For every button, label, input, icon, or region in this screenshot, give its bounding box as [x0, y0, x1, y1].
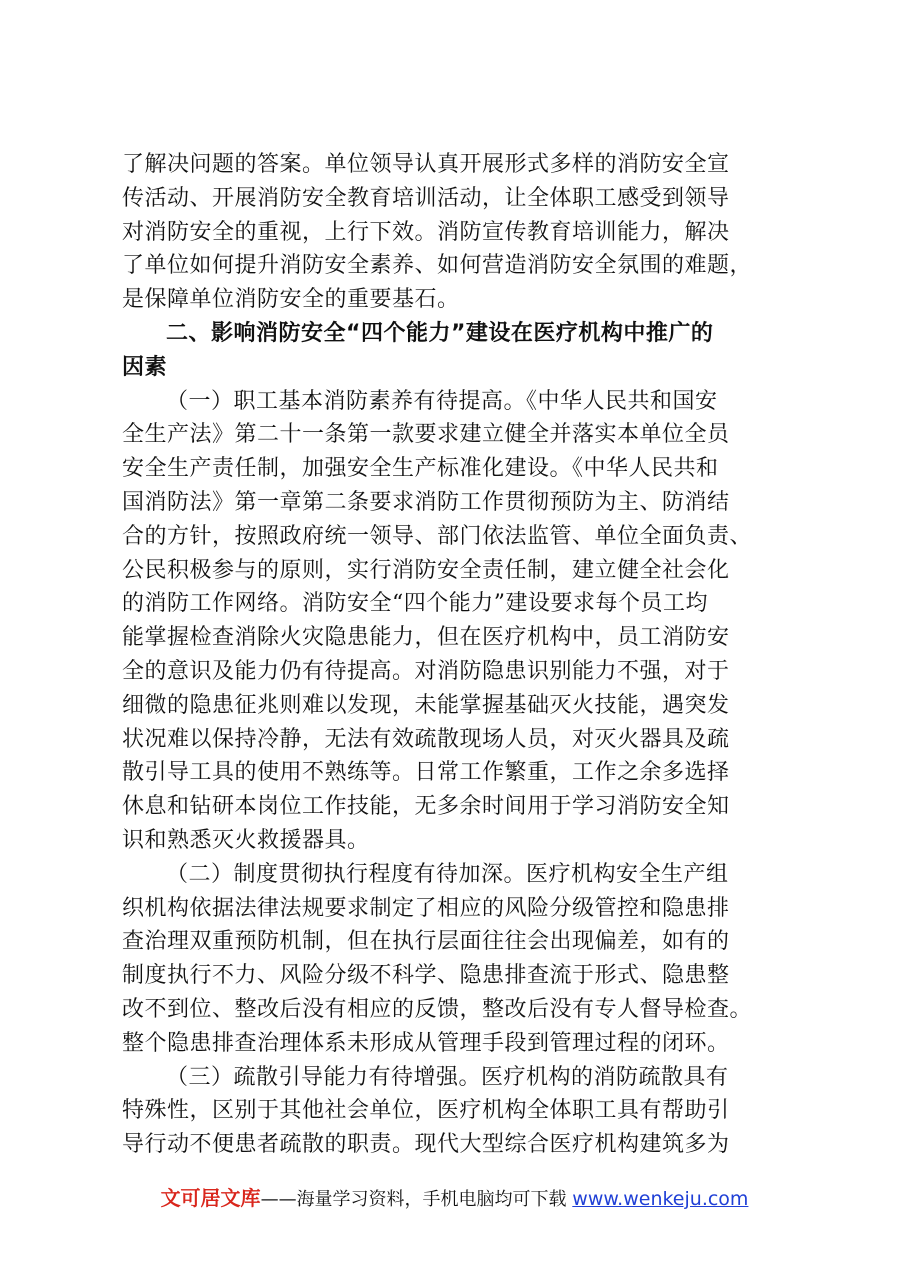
paragraph-line: 传活动、开展消防安全教育培训活动，让全体职工感受到领导 — [122, 185, 730, 211]
footer-site-link[interactable]: www.wenkeju.com — [572, 1188, 749, 1210]
paragraph-line: 全生产法》第二十一条第一款要求建立健全并落实本单位全员 — [122, 422, 730, 448]
paragraph-line: 全的意识及能力仍有待提高。对消防隐患识别能力不强，对于 — [122, 658, 730, 684]
paragraph-line: 了单位如何提升消防安全素养、如何营造消防安全氛围的难题， — [122, 253, 753, 279]
paragraph-line: 的消防工作网络。消防安全“四个能力”建设要求每个员工均 — [122, 591, 708, 617]
footer-banner — [0, 1182, 909, 1211]
paragraph-line: 改不到位、整改后没有相应的反馈，整改后没有专人督导检查。 — [122, 996, 753, 1022]
section-heading-continued: 因素 — [122, 354, 168, 380]
paragraph-line: 整个隐患排查治理体系未形成从管理手段到管理过程的闭环。 — [122, 1030, 730, 1056]
paragraph-line: 国消防法》第一章第二条要求消防工作贯彻预防为主、防消结 — [122, 489, 730, 515]
subsection-line: （二）制度贯彻执行程度有待加深。医疗机构安全生产组 — [166, 861, 729, 887]
paragraph-line: 了解决问题的答案。单位领导认真开展形式多样的消防安全宣 — [122, 152, 730, 177]
paragraph-line: 查治理双重预防机制，但在执行层面往往会出现偏差，如有的 — [122, 929, 730, 955]
paragraph-line: 是保障单位消防安全的重要基石。 — [122, 287, 460, 313]
footer-brand: 文可居文库 — [160, 1186, 261, 1210]
subsection-line: （三）疏散引导能力有待增强。医疗机构的消防疏散具有 — [166, 1064, 729, 1090]
paragraph-line: 合的方针，按照政府统一领导、部门依法监管、单位全面负责、 — [122, 523, 753, 549]
section-heading: 二、影响消防安全“四个能力”建设在医疗机构中推广的 — [166, 320, 714, 346]
paragraph-line: 能掌握检查消除火灾隐患能力，但在医疗机构中，员工消防安 — [122, 625, 730, 651]
footer-slogan: ——海量学习资料，手机电脑均可下载 — [260, 1189, 567, 1210]
paragraph-line: 织机构依据法律法规要求制定了相应的风险分级管控和隐患排 — [122, 895, 730, 921]
paragraph-line: 公民积极参与的原则，实行消防安全责任制，建立健全社会化 — [122, 557, 730, 583]
paragraph-line: 特殊性，区别于其他社会单位，医疗机构全体职工具有帮助引 — [122, 1098, 730, 1124]
paragraph-line: 细微的隐患征兆则难以发现，未能掌握基础灭火技能，遇突发 — [122, 692, 730, 718]
paragraph-line: 对消防安全的重视，上行下效。消防宣传教育培训能力，解决 — [122, 219, 730, 245]
paragraph-line: 散引导工具的使用不熟练等。日常工作繁重，工作之余多选择 — [122, 760, 730, 786]
paragraph-line: 导行动不便患者疏散的职责。现代大型综合医疗机构建筑多为 — [122, 1132, 730, 1158]
subsection-line: （一）职工基本消防素养有待提高。《中华人民共和国安 — [166, 388, 718, 414]
paragraph-line: 识和熟悉灭火救援器具。 — [122, 827, 370, 853]
paragraph-line: 制度执行不力、风险分级不科学、隐患排查流于形式、隐患整 — [122, 963, 730, 989]
paragraph-line: 安全生产责任制，加强安全生产标准化建设。《中华人民共和 — [122, 456, 719, 482]
paragraph-line: 休息和钻研本岗位工作技能，无多余时间用于学习消防安全知 — [122, 794, 730, 820]
paragraph-line: 状况难以保持冷静，无法有效疏散现场人员，对灭火器具及疏 — [122, 726, 730, 752]
document-body — [122, 148, 802, 1162]
